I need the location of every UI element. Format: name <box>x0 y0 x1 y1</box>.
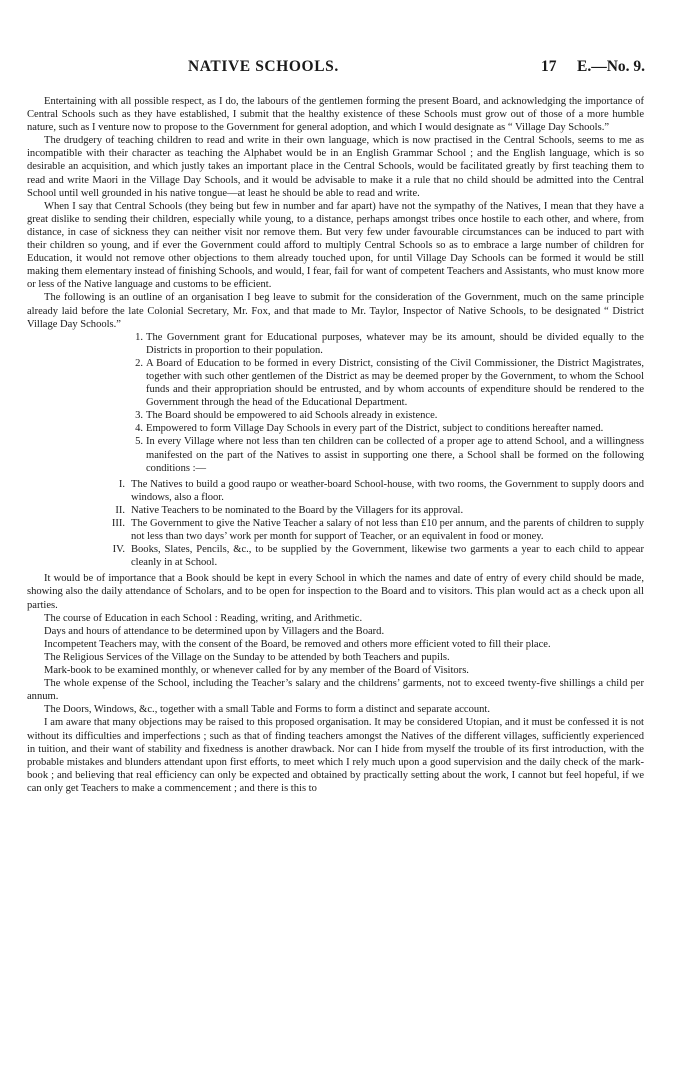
paragraph: Incompetent Teachers may, with the consent of the Board, be removed and others more efficient voted to fill their place. <box>44 638 551 650</box>
list-item <box>27 422 644 435</box>
list-item-number: III. <box>111 518 125 529</box>
page-number: 17 <box>541 58 557 75</box>
paragraph: Days and hours of attendance to be determined upon by Villagers and the Board. <box>44 625 385 637</box>
paragraph: The following is an outline of an organisation I beg leave to submit for the consideration of the Government, much on the same principle already laid before the late Colonial Secretary, Mr. Fox, and that made to Mr. Taylor, Inspector of Native Schools, to be designated “ District Village Day Schools.” <box>27 292 644 330</box>
list-item-text: In every Village where not less than ten children can be collected of a proper age to attend School, and a willingness manifested on the part of the Natives to assist in supporting one there, a School shall be formed on the following conditions :— <box>146 436 644 474</box>
list-item-text: Empowered to form Village Day Schools in every part of the District, subject to conditions hereafter named. <box>146 423 604 435</box>
list-item-number: 1. <box>135 331 143 343</box>
list-item <box>27 435 644 474</box>
paragraph: The whole expense of the School, including the Teacher’s salary and the childrens’ garments, not to exceed twenty-five shillings a child per annum. <box>27 678 644 703</box>
list-item <box>27 357 644 409</box>
list-item-number: 4. <box>135 423 143 435</box>
list-item-number: 3. <box>135 410 143 422</box>
paragraph: The Doors, Windows, &c., together with a small Table and Forms to form a distinct and separate account. <box>44 704 490 716</box>
list-item-number: I. <box>118 478 125 490</box>
numbered-list <box>27 331 644 475</box>
list-item-number: 5. <box>135 436 143 448</box>
paragraph: The Religious Services of the Village on the Sunday to be attended by both Teachers and pupils. <box>44 651 450 663</box>
roman-list <box>27 478 644 570</box>
paragraph: The drudgery of teaching children to read and write in their own language, which is now practised in the Central Schools, seems to me as incompatible with their character as teaching the Alphabet would be in an English Grammar School ; and the English language, which is so desirable an acquisition, and which justly takes an important place in the Central Schools, would be facilitated greatly by first teaching them to read and write Maori in the Village Day Schools, and it would be advisable to make it a rule that no child should be admitted into the Central School until well grounded in his native tongue—at least he should be able to read and write. <box>27 135 644 199</box>
list-item <box>27 517 644 543</box>
list-item-number: II. <box>115 504 125 516</box>
list-item-number: IV. <box>112 544 125 556</box>
paragraph: I am aware that many objections may be raised to this proposed organisation. It may be considered Utopian, and it must be confessed it is not without its difficulties and imperfections ; such as that of finding teachers amongst the Natives of the different villages, sufficiently experienced in tuition, and their want of stability and fixedness is another drawback. Nor can I hide from myself the trouble of its first introduction, with the probable mistakes and blunders attendant upon first efforts, to meet which I rely much upon a good supervision and the daily check of the mark-book ; and believing that real efficiency can only be expected and obtained by practically setting about the work, I cannot but feel hopeful, if we can only get Teachers to make a commencement ; and there is this to <box>27 717 644 794</box>
paragraph: The course of Education in each School : Reading, writing, and Arithmetic. <box>44 612 363 624</box>
document-reference: E.—No. 9. <box>577 58 646 75</box>
list-item-text: The Board should be empowered to aid Schools already in existence. <box>146 410 438 422</box>
list-item <box>27 409 644 422</box>
paragraph: Entertaining with all possible respect, as I do, the labours of the gentlemen forming the present Board, and acknowledging the importance of Central Schools such as they have established, I submit that the healthy existence of these Schools must grow out of those of a more humble nature, such as I venture now to propose to the Government for general adoption, and which I would designate as “ Village Day Schools.” <box>27 96 644 134</box>
list-item-text: The Natives to build a good raupo or weather-board School-house, with two rooms, the Government to supply doors and windows, also a floor. <box>131 478 644 503</box>
list-item-text: The Government grant for Educational purposes, whatever may be its amount, should be divided equally to the Districts in proportion to their population. <box>146 331 644 356</box>
list-item-text: Native Teachers to be nominated to the Board by the Villagers for its approval. <box>131 504 464 516</box>
list-item <box>27 504 644 517</box>
list-item <box>27 543 644 569</box>
paragraph: When I say that Central Schools (they being but few in number and far apart) have not the sympathy of the Natives, I mean that they have a great dislike to sending their children, especially while young, to a distance, perhaps amongst tribes once hostile to each other, and where, from distance, in case of sickness they can neither visit nor remove them. But very few under favourable circumstances can be induced to part with their children so young, and if ever the Government could afford to multiply Central Schools so as to embrace a large number of children for Education, it would not remove other objections to them already touched upon, for until Village Day Schools can be formed it would be still making them elementary instead of finishing Schools, and would, I fear, fail for want of competent Teachers and Assistants, who must know more or less of the Native language and customs to be efficient. <box>27 200 644 291</box>
paragraph: Mark-book to be examined monthly, or whenever called for by any member of the Board of Visitors. <box>44 665 469 677</box>
document-body <box>27 95 644 795</box>
list-item-number: 2. <box>135 357 143 369</box>
page-title: NATIVE SCHOOLS. <box>188 58 339 75</box>
list-item-text: Books, Slates, Pencils, &c., to be supplied by the Government, likewise two garments a year to each child to appear cleanly in at School. <box>131 544 644 569</box>
list-item <box>27 331 644 357</box>
list-item-text: A Board of Education to be formed in every District, consisting of the Civil Commissioner, the District Magistrates, together with such other gentlemen of the District as may be deemed proper by the Government, to whom the School funds and their appropriation should be entrusted, and by whom accounts of expenditure should be rendered to the Government through the head of the Educational Department. <box>146 357 644 409</box>
page-header <box>0 60 700 80</box>
paragraph: It would be of importance that a Book should be kept in every School in which the names and date of entry of every child should be made, showing also the daily attendance of Scholars, and to be open for inspection to the Board and to visitors. This plan would act as a check upon all parties. <box>27 573 644 611</box>
list-item-text: The Government to give the Native Teacher a salary of not less than £10 per annum, and the parents of children to supply not less than two days’ work per month for support of Teacher, or an equivalent in food or money. <box>131 518 644 543</box>
list-item <box>27 478 644 504</box>
